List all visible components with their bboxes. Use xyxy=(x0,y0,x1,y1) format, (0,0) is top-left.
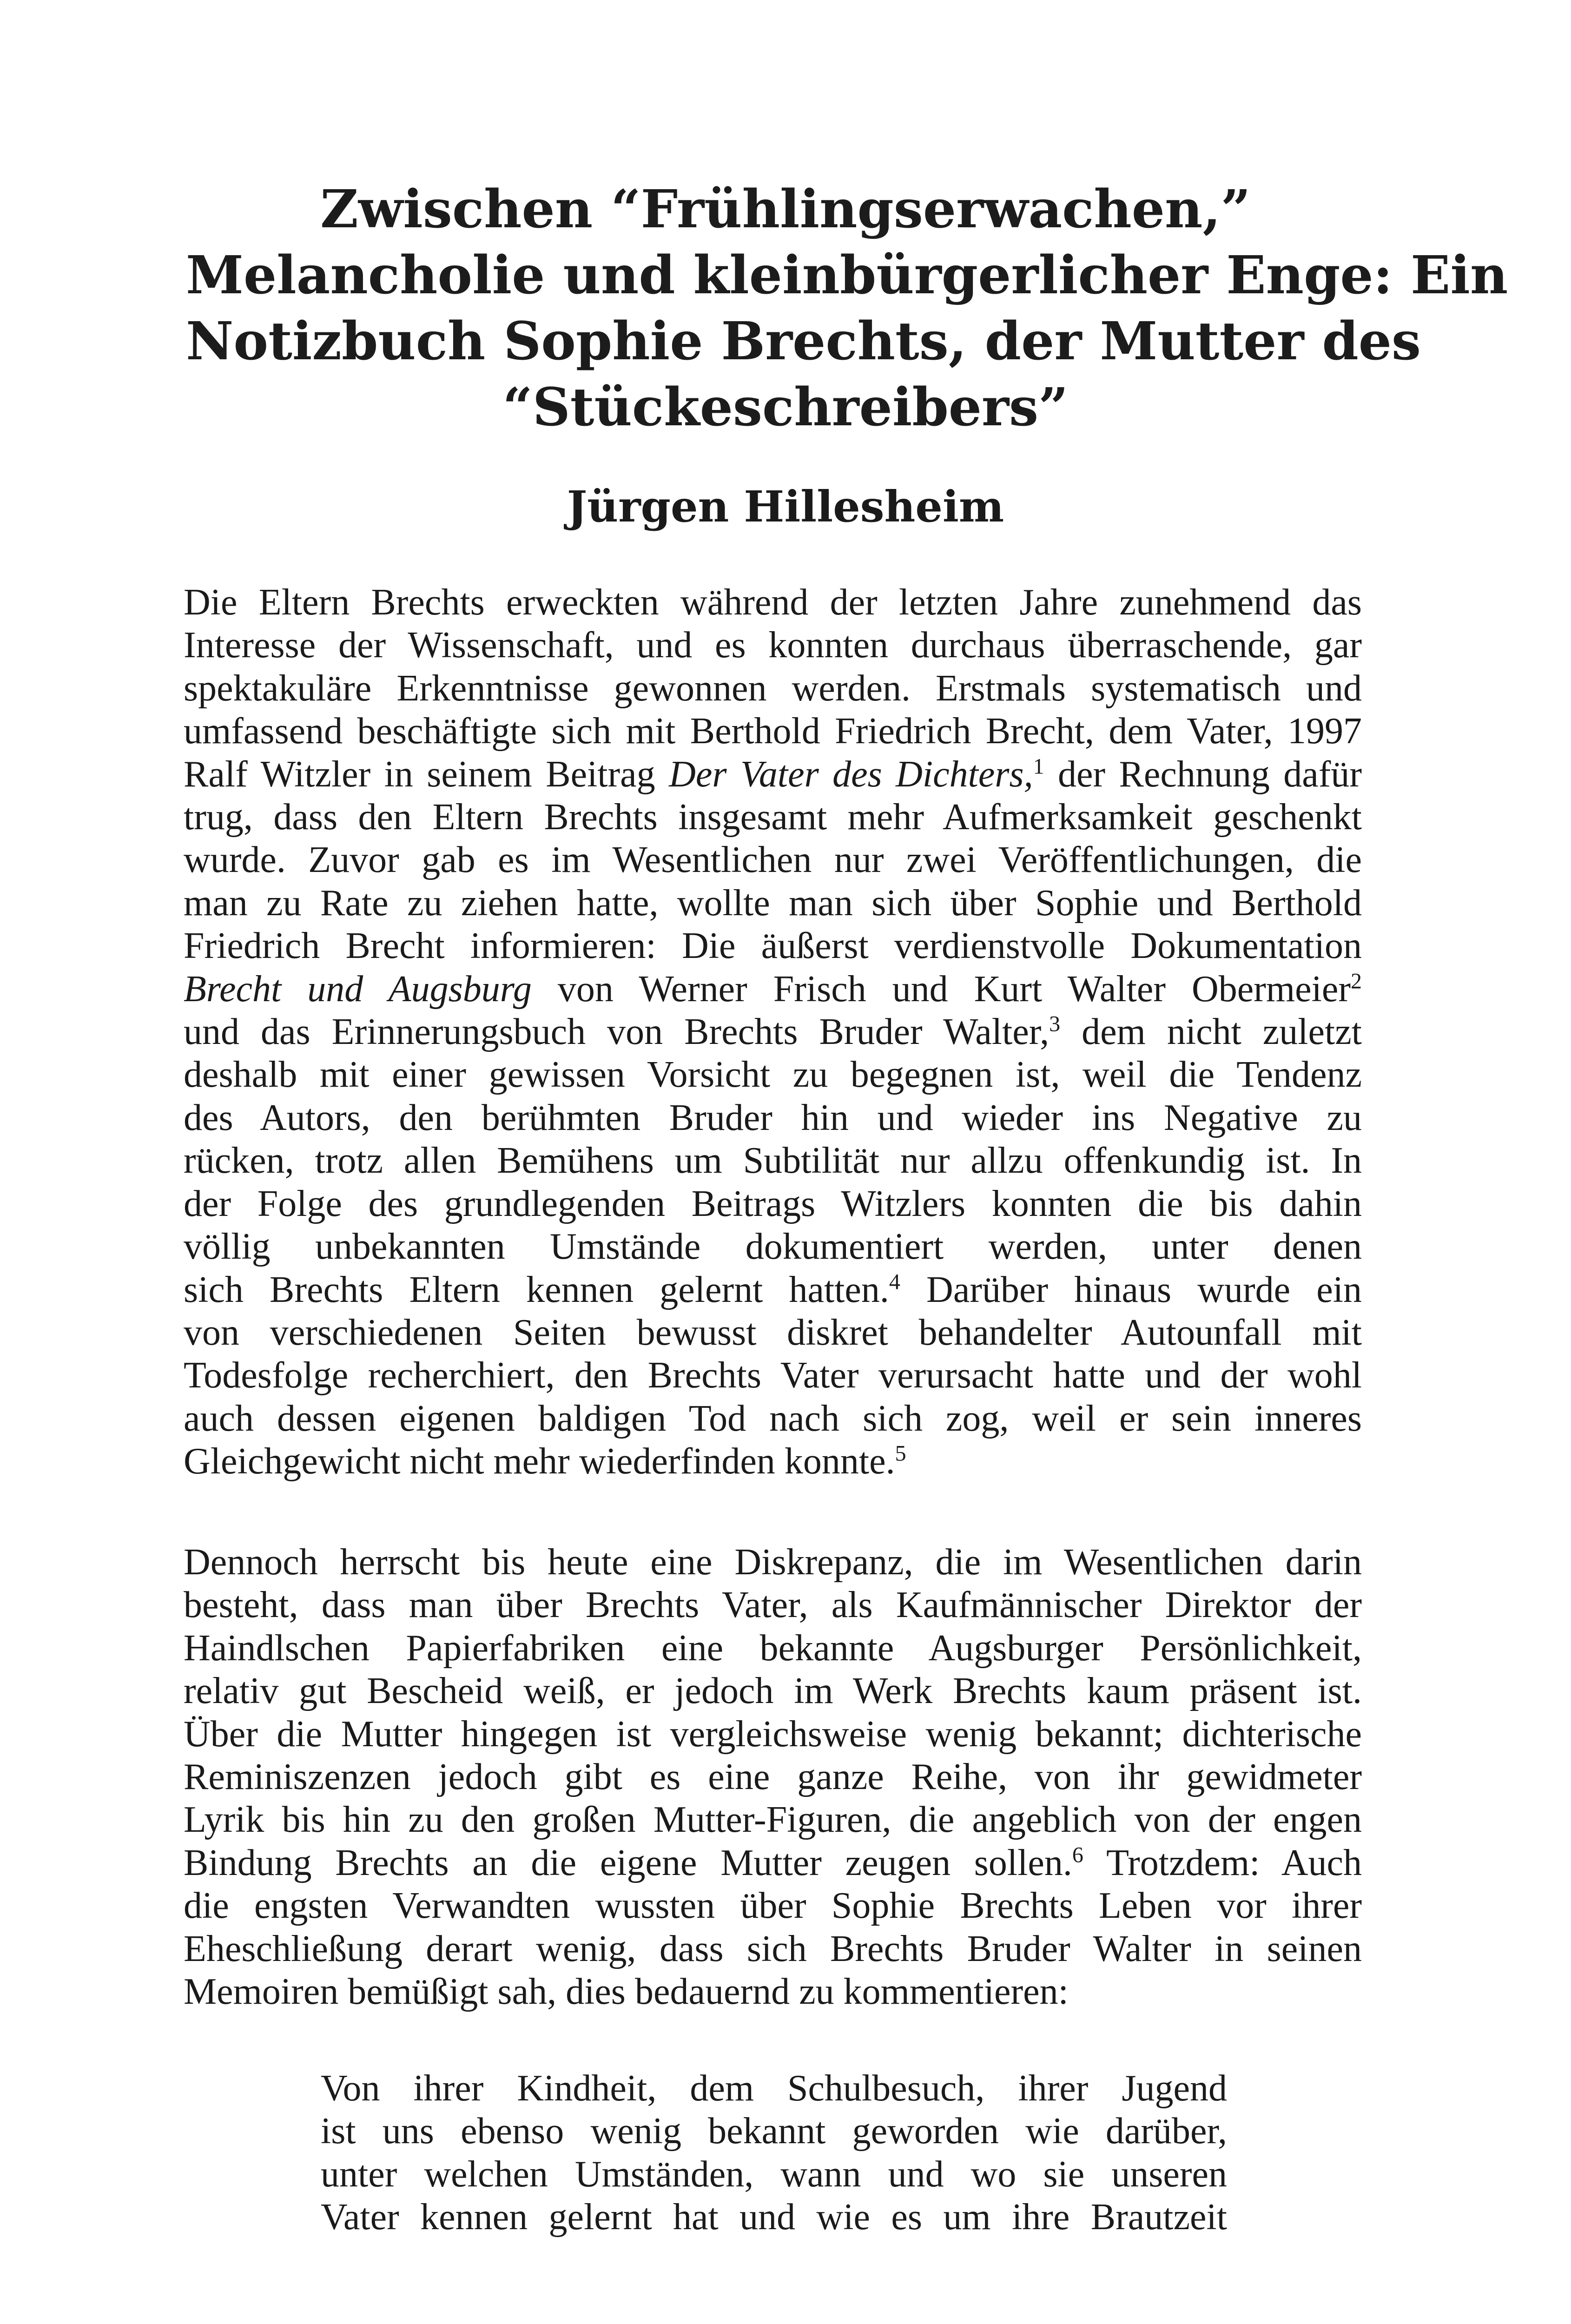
text-line: Todesfolge recherchiert, den Brechts Vater verursacht hatte und der wohl xyxy=(184,1355,1362,1396)
text-line: Über die Mutter hingegen ist vergleichsweise wenig bekannt; dichterische xyxy=(184,1713,1362,1755)
paragraph-2 xyxy=(184,1541,1362,2013)
text-segment: sich Brechts Eltern kennen gelernt hatten. xyxy=(184,1269,889,1310)
text-line: von verschiedenen Seiten bewusst diskret behandelter Autounfall mit xyxy=(184,1312,1362,1353)
quote-line: Vater kennen gelernt hat und wie es um ihre Brautzeit xyxy=(321,2197,1227,2238)
text-line xyxy=(184,1842,1362,1884)
text-line: völlig unbekannten Umstände dokumentiert werden, unter denen xyxy=(184,1226,1362,1268)
text-line: Lyrik bis hin zu den großen Mutter-Figuren, die angeblich von der engen xyxy=(184,1799,1362,1841)
text-segment: von Werner Frisch und Kurt Walter Obermeier xyxy=(531,968,1351,1010)
quote-line: unter welchen Umständen, wann und wo sie unseren xyxy=(321,2153,1227,2195)
text-line: Memoiren bemüßigt sah, dies bedauernd zu kommentieren: xyxy=(184,1971,1069,2013)
text-segment: Darüber hinaus wurde ein xyxy=(900,1269,1362,1310)
footnote-ref: 5 xyxy=(895,1441,906,1466)
text-segment: Ralf Witzler in seinem Beitrag xyxy=(184,753,669,795)
text-line: Friedrich Brecht informieren: Die äußerst verdienstvolle Dokumentation xyxy=(184,925,1362,967)
text-line xyxy=(184,1268,1362,1311)
text-line: Interesse der Wissenschaft, und es konnten durchaus überraschende, gar xyxy=(184,625,1362,666)
text-line xyxy=(184,753,1362,796)
footnote-ref: 6 xyxy=(1072,1842,1083,1868)
title-line: “Stückeschreibers” xyxy=(502,377,1069,438)
text-line: rücken, trotz allen Bemühens um Subtilität nur allzu offenkundig ist. In xyxy=(184,1140,1362,1182)
text-segment: und das Erinnerungsbuch von Brechts Bruder Walter, xyxy=(184,1011,1050,1053)
text-line: Dennoch herrscht bis heute eine Diskrepanz, die im Wesentlichen darin xyxy=(184,1542,1362,1583)
article-title xyxy=(186,177,1508,441)
text-line: spektakuläre Erkenntnisse gewonnen werden. Erstmals systematisch und xyxy=(184,667,1362,709)
author-name: Jürgen Hillesheim xyxy=(567,482,1004,532)
text-segment: dem nicht zuletzt xyxy=(1060,1011,1362,1053)
text-line: deshalb mit einer gewissen Vorsicht zu begegnen ist, weil die Tendenz xyxy=(184,1054,1362,1096)
footnote-ref: 4 xyxy=(889,1269,900,1294)
text-line: des Autors, den berühmten Bruder hin und wieder ins Negative zu xyxy=(184,1097,1362,1138)
text-line: Haindlschen Papierfabriken eine bekannte Augsburger Persönlichkeit, xyxy=(184,1627,1362,1669)
text-segment: der Rechnung dafür xyxy=(1044,753,1362,795)
cited-title: Brecht und Augsburg xyxy=(184,968,532,1010)
text-line xyxy=(184,1440,1362,1483)
text-segment: Trotzdem: Auch xyxy=(1083,1842,1362,1883)
text-line: die engsten Verwandten wussten über Sophie Brechts Leben vor ihrer xyxy=(184,1885,1362,1927)
quote-line: Von ihrer Kindheit, dem Schulbesuch, ihrer Jugend xyxy=(321,2068,1227,2109)
text-line: auch dessen eigenen baldigen Tod nach sich zog, weil er sein inneres xyxy=(184,1398,1362,1439)
quote-line: ist uns ebenso wenig bekannt geworden wie darüber, xyxy=(321,2111,1227,2152)
text-line: trug, dass den Eltern Brechts insgesamt mehr Aufmerksamkeit geschenkt xyxy=(184,797,1362,838)
title-line: Zwischen “Frühlingserwachen,” xyxy=(320,179,1251,240)
text-line: Eheschließung derart wenig, dass sich Brechts Bruder Walter in seinen xyxy=(184,1928,1362,1969)
text-line xyxy=(184,1010,1362,1053)
text-segment: Gleichgewicht nicht mehr wiederfinden konnte. xyxy=(184,1441,895,1482)
text-segment: Bindung Brechts an die eigene Mutter zeugen sollen. xyxy=(184,1842,1072,1883)
text-line: man zu Rate zu ziehen hatte, wollte man sich über Sophie und Berthold xyxy=(184,882,1362,924)
text-line: wurde. Zuvor gab es im Wesentlichen nur zwei Veröffentlichungen, die xyxy=(184,839,1362,881)
text-line: umfassend beschäftigte sich mit Berthold Friedrich Brecht, dem Vater, 1997 xyxy=(184,711,1362,752)
title-line: Melancholie und kleinbürgerlicher Enge: Ein xyxy=(186,245,1508,306)
text-line: besteht, dass man über Brechts Vater, als Kaufmännischer Direktor der xyxy=(184,1585,1362,1626)
text-line: Reminiszenzen jedoch gibt es eine ganze Reihe, von ihr gewidmeter xyxy=(184,1756,1362,1798)
footnote-ref: 2 xyxy=(1351,969,1362,993)
text-line xyxy=(184,968,1362,1010)
text-line: der Folge des grundlegenden Beitrags Witzlers konnten die bis dahin xyxy=(184,1183,1362,1224)
text-line: relativ gut Bescheid weiß, er jedoch im Werk Brechts kaum präsent ist. xyxy=(184,1670,1362,1712)
footnote-ref: 1 xyxy=(1033,753,1044,779)
title-line: Notizbuch Sophie Brechts, der Mutter des xyxy=(186,311,1421,372)
paragraph-1 xyxy=(184,581,1362,1483)
text-line: Die Eltern Brechts erweckten während der letzten Jahre zunehmend das xyxy=(184,582,1362,623)
cited-title: Der Vater des Dichters, xyxy=(669,753,1033,795)
block-quote xyxy=(321,2067,1227,2239)
footnote-ref: 3 xyxy=(1049,1011,1061,1037)
